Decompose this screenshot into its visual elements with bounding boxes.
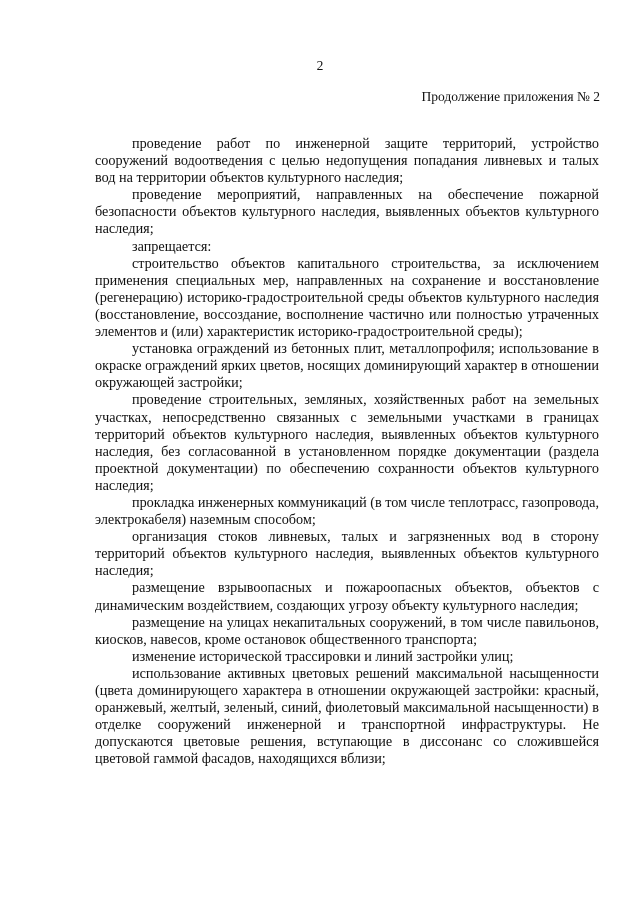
paragraph: проведение мероприятий, направленных на обеспечение пожарной безопасности объектов культурного наследия, выявленных объектов культурного наследия;	[95, 187, 599, 238]
paragraph: изменение исторической трассировки и линий застройки улиц;	[132, 648, 514, 665]
appendix-continuation-note: Продолжение приложения № 2	[421, 89, 600, 104]
paragraph: строительство объектов капитального строительства, за исключением применения специальных мер, направленных на сохранение и восстановление (регенерацию) историко-градостроительной среды объектов культурного наследия (восстановление, воссоздание, восполнение частично или полностью утраченных элементов и (или) характеристик историко-градостроительной среды);	[95, 255, 599, 341]
page-number: 2	[316, 58, 324, 73]
paragraph: проведение строительных, земляных, хозяйственных работ на земельных участках, непосредственно связанных с земельными участками в границах территорий объектов культурного наследия, выявленных объектов культурного наследия, без согласованной в установленном порядке документации (раздела проектной документации) по обеспечению сохранности объектов культурного наследия;	[95, 392, 599, 494]
paragraph: запрещается:	[132, 238, 212, 255]
paragraph: использование активных цветовых решений максимальной насыщенности (цвета доминирующего характера в отношении окружающей застройки: красный, оранжевый, желтый, зеленый, синий, фиолетовый максимальной насыщенности) в отделке сооружений инженерной и транспортной инфраструктуры. Не допускаются цветовые решения, вступающие в диссонанс со сложившейся цветовой гаммой фасадов, находящихся вблизи;	[95, 665, 599, 768]
paragraph: проведение работ по инженерной защите территорий, устройство сооружений водоотведения с целью недопущения попадания ливневых и талых вод на территории объектов культурного наследия;	[95, 136, 599, 187]
paragraph: установка ограждений из бетонных плит, металлопрофиля; использование в окраске ограждений ярких цветов, носящих доминирующий характер в отношении окружающей застройки;	[95, 341, 599, 392]
document-body	[95, 136, 599, 768]
paragraph: размещение на улицах некапитальных сооружений, в том числе павильонов, киосков, навесов, кроме остановок общественного транспорта;	[95, 614, 599, 648]
paragraph: организация стоков ливневых, талых и загрязненных вод в сторону территорий объектов культурного наследия, выявленных объектов культурного наследия;	[95, 529, 599, 580]
paragraph: размещение взрывоопасных и пожароопасных объектов, объектов с динамическим воздействием, создающих угрозу объекту культурного наследия;	[95, 580, 599, 614]
paragraph: прокладка инженерных коммуникаций (в том числе теплотрасс, газопровода, электрокабеля) наземным способом;	[95, 494, 599, 529]
